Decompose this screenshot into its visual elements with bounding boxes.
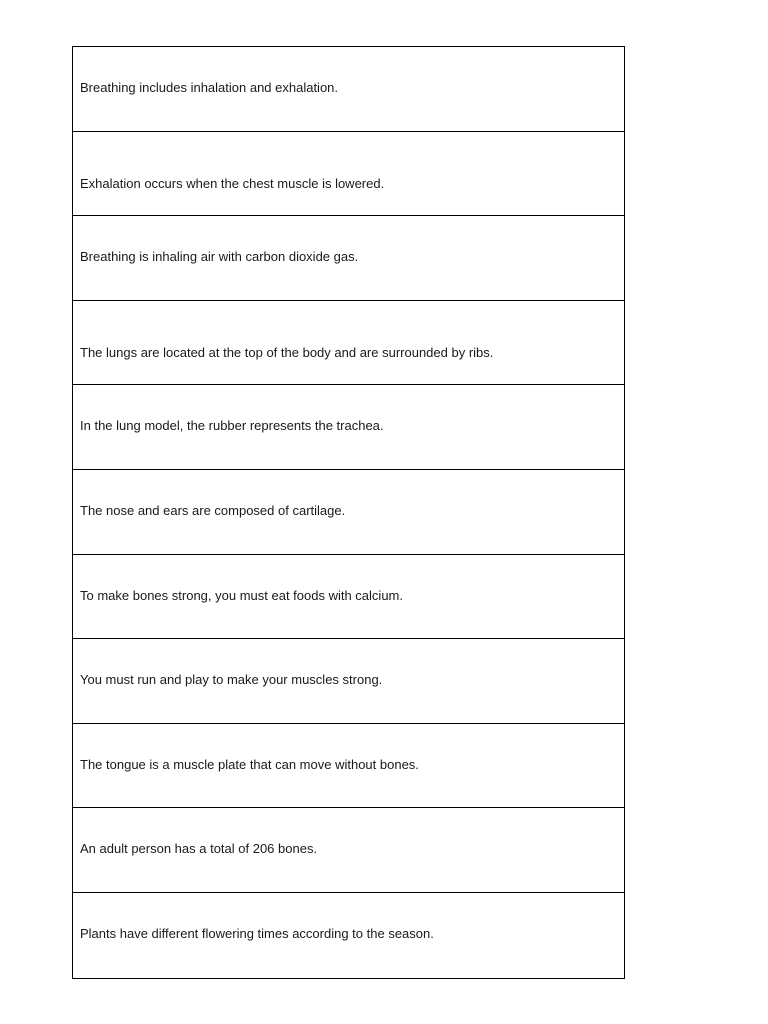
statement-text: Plants have different flowering times according to the season.	[80, 925, 434, 941]
table-row	[73, 724, 624, 809]
table-row	[73, 639, 624, 724]
statement-text: Exhalation occurs when the chest muscle is lowered.	[80, 175, 385, 191]
table-row	[73, 555, 624, 640]
statement-table	[72, 46, 625, 979]
table-row	[73, 385, 624, 470]
statement-text: The nose and ears are composed of cartilage.	[80, 502, 346, 518]
statement-text: The tongue is a muscle plate that can move without bones.	[80, 756, 419, 772]
statement-text: Breathing includes inhalation and exhalation.	[80, 80, 339, 95]
statement-text: To make bones strong, you must eat foods with calcium.	[80, 587, 403, 603]
statement-text: The lungs are located at the top of the body and are surrounded by ribs.	[80, 344, 494, 360]
statement-text: You must run and play to make your muscles strong.	[80, 672, 383, 688]
table-row	[73, 470, 624, 555]
table-row	[73, 301, 624, 386]
table-row	[73, 216, 624, 301]
table-row	[73, 808, 624, 893]
statement-text: An adult person has a total of 206 bones.	[80, 841, 318, 857]
table-row	[73, 893, 624, 978]
table-row	[73, 132, 624, 217]
statement-text: Breathing is inhaling air with carbon dioxide gas.	[80, 249, 359, 265]
statement-text: In the lung model, the rubber represents the trachea.	[80, 418, 384, 434]
table-row	[73, 47, 624, 132]
